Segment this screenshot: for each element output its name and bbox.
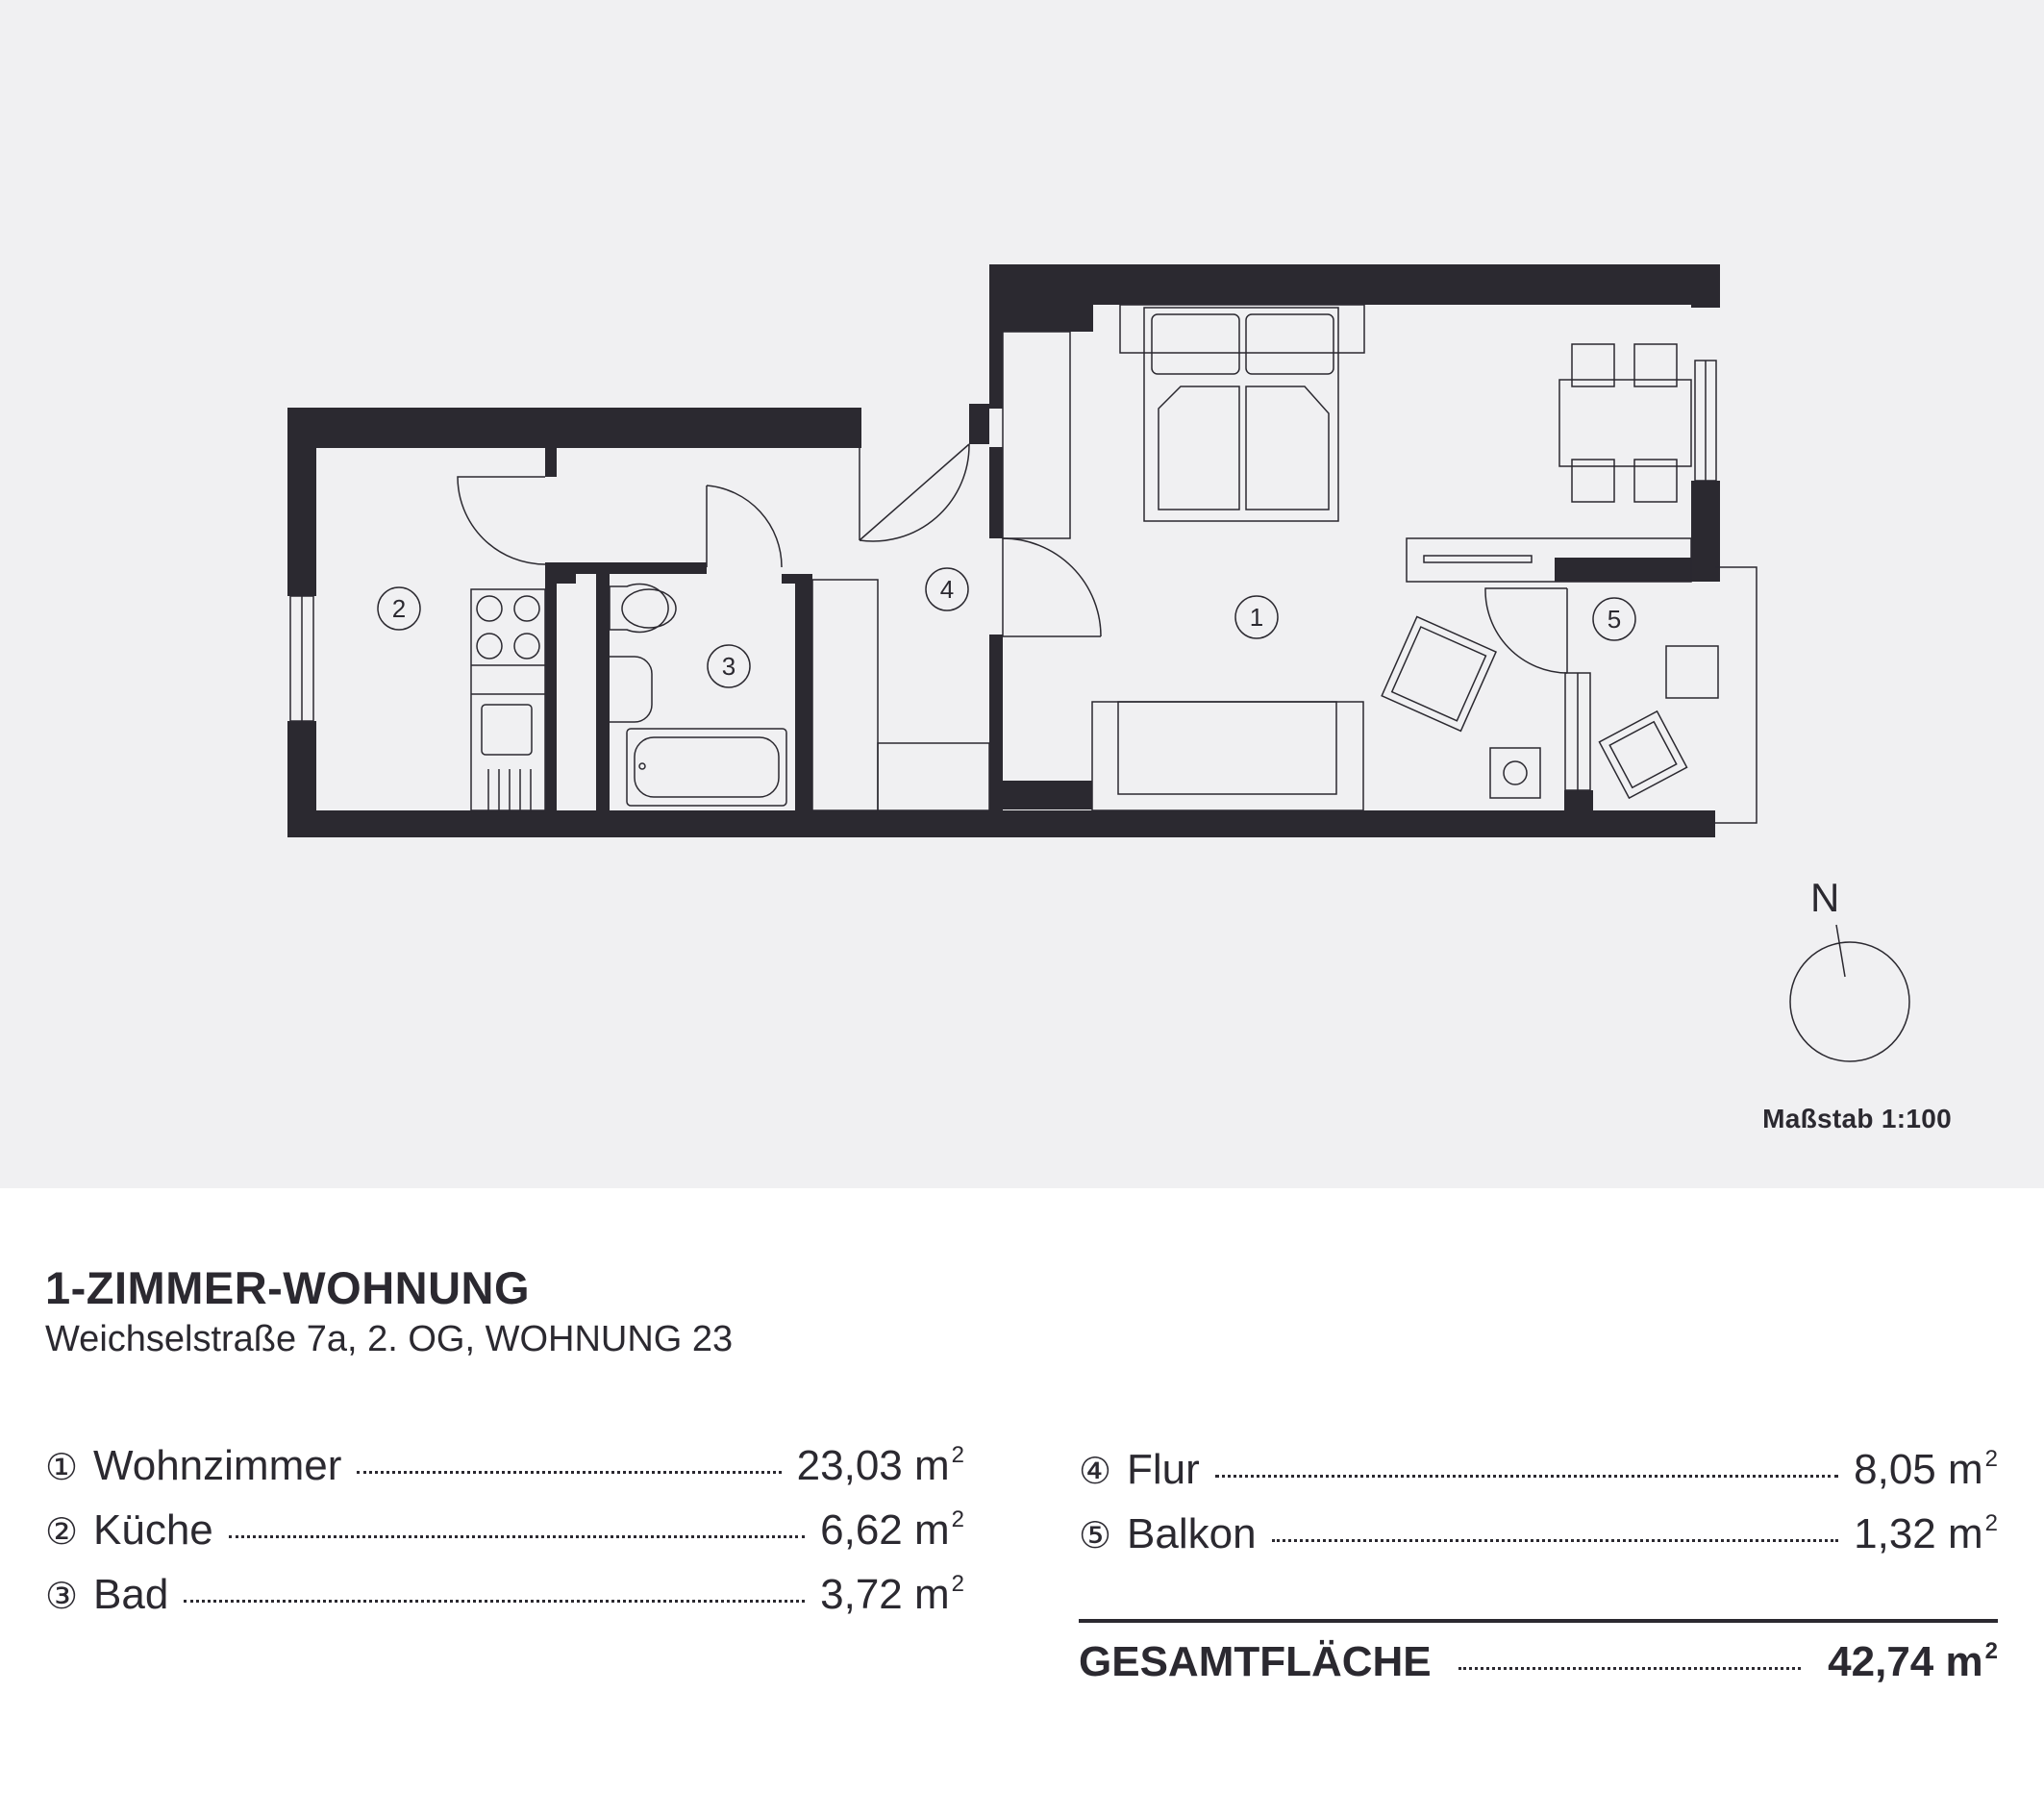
total-area: 42,74 $m^2$ (1828, 1638, 1998, 1685)
compass-north-label: N (1810, 875, 1840, 920)
room-marker-2 (378, 587, 420, 630)
fixtures (290, 305, 1757, 823)
room-name: Flur (1127, 1446, 1200, 1493)
room-area: 1,32 $m^2$ (1854, 1510, 1998, 1557)
room-name: Bad (93, 1571, 169, 1618)
room-area: 23,03 $m^2$ (796, 1442, 964, 1489)
scale-label: Maßstab 1:100 (1762, 1104, 1952, 1133)
total-row (1079, 1638, 1998, 1688)
room-row-balkon (1079, 1510, 1998, 1560)
room-row-kueche (45, 1506, 964, 1556)
room-area: 6,62 $m^2$ (820, 1506, 964, 1554)
dotted-leader (229, 1535, 805, 1538)
room-marker-5-label: 5 (1607, 605, 1622, 634)
walls (287, 264, 1720, 837)
room-marker-3 (708, 645, 750, 687)
room-area: 8,05 $m^2$ (1854, 1446, 1998, 1493)
room-marker-5 (1593, 598, 1635, 640)
dotted-leader (184, 1600, 805, 1603)
room-row-flur (1079, 1446, 1998, 1496)
compass (1790, 925, 1909, 1061)
room-marker-3-label: 3 (721, 652, 736, 681)
room-name: Wohnzimmer (93, 1442, 342, 1489)
room-markers (378, 568, 1635, 687)
dotted-leader (1458, 1667, 1802, 1670)
page-title: 1-ZIMMER-WOHNUNG (45, 1262, 531, 1313)
room-row-wohnzimmer (45, 1442, 964, 1492)
room-area: 3,72 $m^2$ (820, 1571, 964, 1618)
room-number: ③ (45, 1577, 79, 1617)
room-marker-2-label: 2 (391, 594, 407, 623)
room-marker-1 (1235, 596, 1278, 638)
total-divider (1079, 1619, 1998, 1623)
room-number: ⑤ (1079, 1516, 1112, 1556)
room-name: Küche (93, 1506, 213, 1554)
room-marker-1-label: 1 (1249, 603, 1264, 632)
room-marker-4-label: 4 (939, 575, 955, 604)
room-number: ① (45, 1448, 79, 1488)
compass-needle (1836, 925, 1845, 977)
room-row-bad (45, 1571, 964, 1621)
room-number: ④ (1079, 1452, 1112, 1492)
address-subtitle: Weichselstraße 7a, 2. OG, WOHNUNG 23 (45, 1319, 734, 1359)
room-number: ② (45, 1512, 79, 1553)
dotted-leader (1272, 1539, 1839, 1542)
dotted-leader (357, 1471, 781, 1474)
compass-circle (1790, 942, 1909, 1061)
room-marker-4 (926, 568, 968, 610)
total-label: GESAMTFLÄCHE (1079, 1638, 1432, 1685)
dotted-leader (1215, 1475, 1838, 1478)
room-name: Balkon (1127, 1510, 1257, 1557)
